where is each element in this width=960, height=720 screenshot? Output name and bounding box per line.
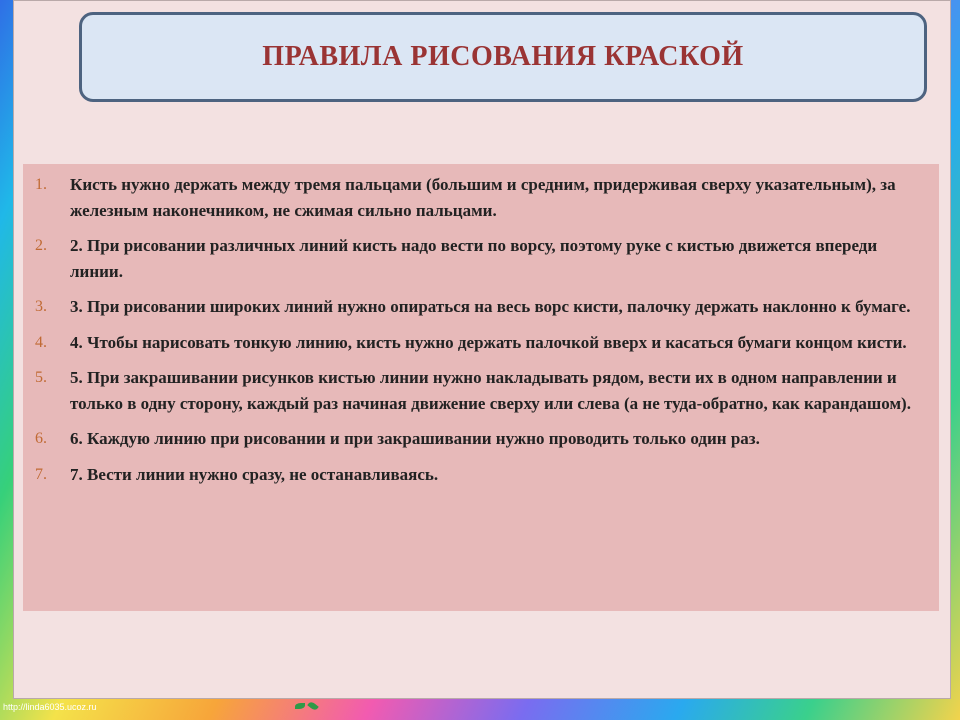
list-item-text: 2. При рисовании различных линий кисть надо вести по ворсу, поэтому руке с кистью движется впереди линии. [70, 236, 878, 281]
list-item-text: 5. При закрашивании рисунков кистью линии нужно накладывать рядом, вести их в одном направлении и только в одну сторону, каждый раз начиная движение сверху или слева (а не туда-обратно, как карандашом). [70, 368, 911, 413]
title-box [79, 12, 927, 102]
list-item-number: 7. [35, 465, 47, 483]
list-item-number: 5. [35, 369, 47, 386]
list-item [35, 426, 925, 452]
list-item [35, 462, 925, 488]
rules-list-box [23, 164, 939, 611]
footer-url[interactable]: http://linda6035.ucoz.ru [3, 702, 97, 712]
list-item [35, 365, 925, 416]
list-item-number: 4. [35, 333, 47, 351]
list-item-number: 3. [35, 298, 47, 315]
list-item-text: 4. Чтобы нарисовать тонкую линию, кисть нужно держать палочкой вверх и касаться бумаги концом кисти. [70, 332, 907, 352]
list-item-text: 6. Каждую линию при рисовании и при закрашивании нужно проводить только один раз. [70, 429, 760, 448]
list-item-number: 1. [35, 176, 47, 193]
list-item-number: 6. [35, 430, 47, 447]
list-item [35, 330, 925, 356]
slide-title: ПРАВИЛА РИСОВАНИЯ КРАСКОЙ [262, 41, 744, 72]
list-item-text: Кисть нужно держать между тремя пальцами (большим и средним, придерживая сверху указательным), за железным наконечником, не сжимая сильно пальцами. [70, 175, 896, 220]
list-item [35, 172, 925, 223]
list-item-text: 7. Вести линии нужно сразу, не останавливаясь. [70, 464, 439, 484]
list-item-text: 3. При рисовании широких линий нужно опираться на весь ворс кисти, палочку держать наклонно к бумаге. [70, 297, 911, 316]
list-item [35, 233, 925, 284]
rules-list [35, 172, 925, 487]
list-item [35, 294, 925, 320]
list-item-number: 2. [35, 237, 47, 254]
